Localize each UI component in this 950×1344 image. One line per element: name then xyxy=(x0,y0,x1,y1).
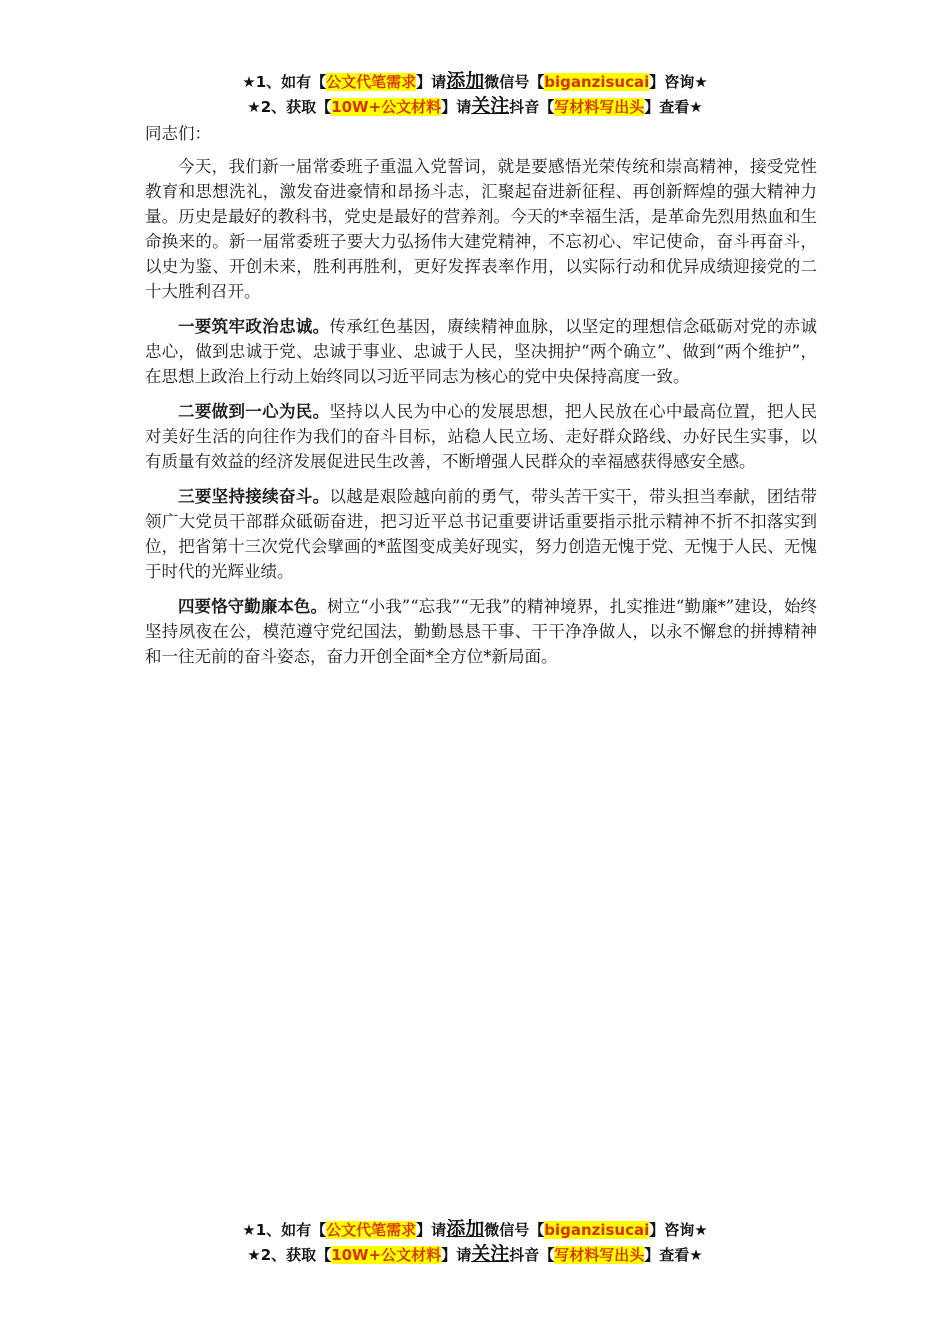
salutation: 同志们： xyxy=(145,124,211,143)
banner-text: 抖音【 xyxy=(509,1246,555,1264)
header-banner xyxy=(0,69,950,119)
banner-line-2 xyxy=(0,94,950,119)
highlight-materials: 10W+公文材料 xyxy=(331,1246,442,1264)
banner-text: 抖音【 xyxy=(509,98,555,116)
highlight-service: 公文代笔需求 xyxy=(326,1221,417,1239)
highlight-service: 公文代笔需求 xyxy=(326,73,417,91)
banner-text: ★1、如有【 xyxy=(242,73,327,91)
highlight-wechat-id: biganzisucai xyxy=(544,1221,650,1239)
point-heading: 三要坚持接续奋斗。 xyxy=(178,487,330,506)
highlight-materials: 10W+公文材料 xyxy=(331,98,442,116)
point-paragraph xyxy=(145,594,817,669)
point-text: 树立“小我”“忘我”“无我”的精神境界，扎实推进“勤廉*”建设，始终坚持夙夜在公，模范遵守党纪国法，勤勤恳恳干事、干干净净做人，以永不懈怠的拼搏精神和一往无前的奋斗姿态，奋力开创全面*全方位*新局面。 xyxy=(145,597,818,666)
highlight-douyin-id: 写材料写出头 xyxy=(554,98,645,116)
point-paragraph xyxy=(145,314,817,389)
point-paragraph xyxy=(145,399,817,474)
banner-text: 微信号【 xyxy=(484,73,545,91)
banner-emphasis: 添加 xyxy=(446,1218,485,1240)
point-heading: 二要做到一心为民。 xyxy=(178,402,330,421)
banner-text: 】请 xyxy=(416,73,447,91)
point-text: 坚持以人民为中心的发展思想，把人民放在心中最高位置，把人民对美好生活的向往作为我们的奋斗目标，站稳人民立场、走好群众路线、办好民生实事，以有质量有效益的经济发展促进民生改善，不断增强人民群众的幸福感获得感安全感。 xyxy=(145,402,818,471)
point-paragraph xyxy=(145,484,817,584)
footer-banner xyxy=(0,1217,950,1267)
point-text: 以越是艰险越向前的勇气，带头苦干实干，带头担当奉献，团结带领广大党员干部群众砥砺奋进，把习近平总书记重要讲话重要指示批示精神不折不扣落实到位，把省第十三次党代会擘画的*蓝图变成美好现实，努力创造无愧于党、无愧于人民、无愧于时代的光辉业绩。 xyxy=(145,487,818,581)
banner-text: 微信号【 xyxy=(484,1221,545,1239)
banner-emphasis: 添加 xyxy=(446,70,485,92)
highlight-douyin-id: 写材料写出头 xyxy=(554,1246,645,1264)
document-body xyxy=(145,121,817,679)
banner-text: ★2、获取【 xyxy=(247,98,332,116)
banner-line-1 xyxy=(0,69,950,94)
banner-line-2 xyxy=(0,1242,950,1267)
banner-text: 】请 xyxy=(441,1246,472,1264)
banner-emphasis: 关注 xyxy=(471,1243,510,1265)
banner-text: 】咨询★ xyxy=(649,1221,708,1239)
banner-text: 】请 xyxy=(441,98,472,116)
banner-line-1 xyxy=(0,1217,950,1242)
banner-text: 】查看★ xyxy=(644,98,703,116)
banner-emphasis: 关注 xyxy=(471,95,510,117)
intro-paragraph: 今天，我们新一届常委班子重温入党誓词，就是要感悟光荣传统和崇高精神，接受党性教育和思想洗礼，激发奋进豪情和昂扬斗志，汇聚起奋进新征程、再创新辉煌的强大精神力量。历史是最好的教科书，党史是最好的营养剂。今天的*幸福生活，是革命先烈用热血和生命换来的。新一届常委班子要大力弘扬伟大建党精神，不忘初心、牢记使命，奋斗再奋斗，以史为鉴、开创未来，胜利再胜利，更好发挥表率作用，以实际行动和优异成绩迎接党的二十大胜利召开。 xyxy=(145,157,817,301)
highlight-wechat-id: biganzisucai xyxy=(544,73,650,91)
banner-text: ★1、如有【 xyxy=(242,1221,327,1239)
banner-text: ★2、获取【 xyxy=(247,1246,332,1264)
point-text: 传承红色基因，赓续精神血脉，以坚定的理想信念砥砺对党的赤诚忠心，做到忠诚于党、忠诚于事业、忠诚于人民，坚决拥护“两个确立”、做到“两个维护”，在思想上政治上行动上始终同以习近平同志为核心的党中央保持高度一致。 xyxy=(145,317,818,386)
banner-text: 】请 xyxy=(416,1221,447,1239)
point-heading: 四要恪守勤廉本色。 xyxy=(178,597,328,616)
point-heading: 一要筑牢政治忠诚。 xyxy=(178,317,330,336)
banner-text: 】咨询★ xyxy=(649,73,708,91)
banner-text: 】查看★ xyxy=(644,1246,703,1264)
